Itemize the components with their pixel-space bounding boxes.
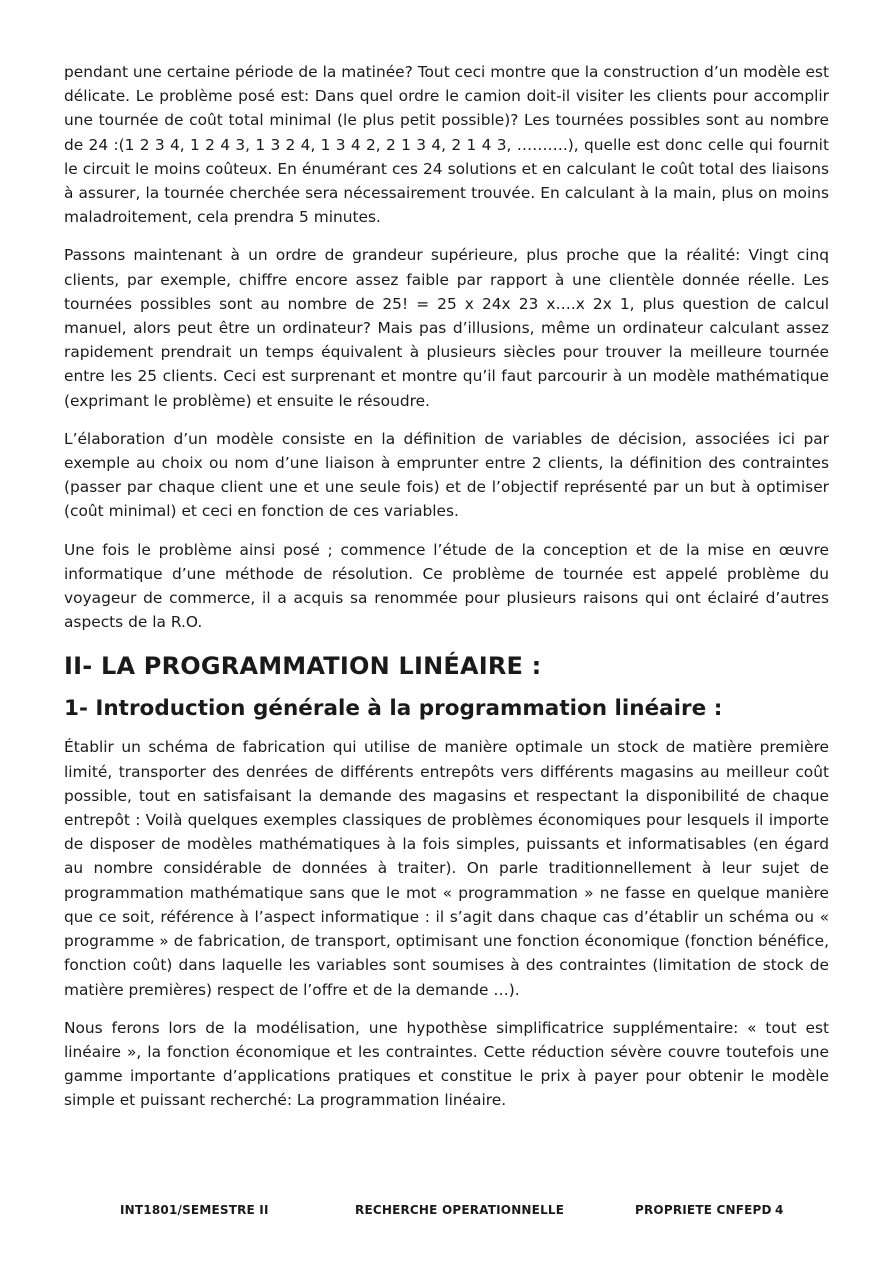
footer-page-number: 4 <box>775 1203 784 1217</box>
paragraph-introduction-generale: Établir un schéma de fabrication qui utilise de manière optimale un stock de matière première limité, transporter des denrées de différents entrepôts vers différents magasins au meilleur coût possible, tout en satisfaisant la demande des magasins et respectant la disponibilité de chaque entrepôt : Voilà quelques exemples classiques de problèmes économiques pour lesquels il importe de disposer de modèles mathématiques à la fois simples, puissants et informatisables (en égard au nombre considérable de données à traiter). On parle traditionnellement à leur sujet de programmation mathématique sans que le mot « programmation » ne fasse en quelque manière que ce soit, référence à l’aspect informatique : il s’agit dans chaque cas d’établir un schéma ou « programme » de fabrication, de transport, optimisant une fonction économique (fonction bénéfice, fonction coût) dans laquelle les variables sont soumises à des contraintes (limitation de stock de matière premières) respect de l’offre et de la demande …). <box>64 738 829 999</box>
paragraph-elaboration-modele: L’élaboration d’un modèle consiste en la définition de variables de décision, associées ici par exemple au choix ou nom d’une liaison à emprunter entre 2 clients, la définition des contraintes (passer par chaque client une et une seule fois) et de l’objectif représenté par un but à optimiser (coût minimal) et ceci en fonction de ces variables. <box>64 429 829 521</box>
paragraph-hypothese-lineaire: Nous ferons lors de la modélisation, une hypothèse simplificatrice supplémentaire: « tout est linéaire », la fonction économique et les contraintes. Cette réduction sévère couvre toutefois une gamme importante d’applications pratiques et constitue le prix à payer pour obtenir le modèle simple et puissant recherché: La programmation linéaire. <box>64 1018 829 1110</box>
footer-course-name: RECHERCHE OPERATIONNELLE <box>355 1203 565 1217</box>
subsection-heading: 1- Introduction générale à la programmation linéaire : <box>64 696 723 722</box>
section-heading: II- LA PROGRAMMATION LINÉAIRE : <box>64 652 542 681</box>
footer-owner: PROPRIETE CNFEPD <box>635 1203 772 1217</box>
paragraph-vingt-cinq-clients: Passons maintenant à un ordre de grandeur supérieure, plus proche que la réalité: Vingt cinq clients, par exemple, chiffre encore assez faible par rapport à une clientèle donnée réelle. Les tournées possibles sont au nombre de 25! = 25 x 24x 23 x….x 2x 1, plus question de calcul manuel, alors peut être un ordinateur? Mais pas d’illusions, même un ordinateur calculant assez rapidement prendrait un temps équivalent à plusieurs siècles pour trouver la meilleure tournée entre les 25 clients. Ceci est surprenant et montre qu’il faut parcourir à un modèle mathématique (exprimant le problème) et ensuite le résoudre. <box>64 246 829 410</box>
paragraph-voyageur-commerce: Une fois le problème ainsi posé ; commence l’étude de la conception et de la mise en œuvre informatique d’une méthode de résolution. Ce problème de tournée est appelé problème du voyageur de commerce, il a acquis sa renommée pour plusieurs raisons qui ont éclairé d’autres aspects de la R.O. <box>64 540 829 632</box>
paragraph-tournee-intro: pendant une certaine période de la matinée? Tout ceci montre que la construction d’un modèle est délicate. Le problème posé est: Dans quel ordre le camion doit-il visiter les clients pour accomplir une tournée de coût total minimal (le plus petit possible)? Les tournées possibles sont au nombre de 24 :(1 2 3 4, 1 2 4 3, 1 3 2 4, 1 3 4 2, 2 1 3 4, 2 1 4 3, ……….), quelle est donc celle qui fournit le circuit le moins coûteux. En énumérant ces 24 solutions et en calculant le coût total des liaisons à assurer, la tournée cherchée sera nécessairement trouvée. En calculant à la main, plus on moins maladroitement, cela prendra 5 minutes. <box>64 63 829 227</box>
footer-course-code: INT1801/SEMESTRE II <box>120 1203 269 1217</box>
